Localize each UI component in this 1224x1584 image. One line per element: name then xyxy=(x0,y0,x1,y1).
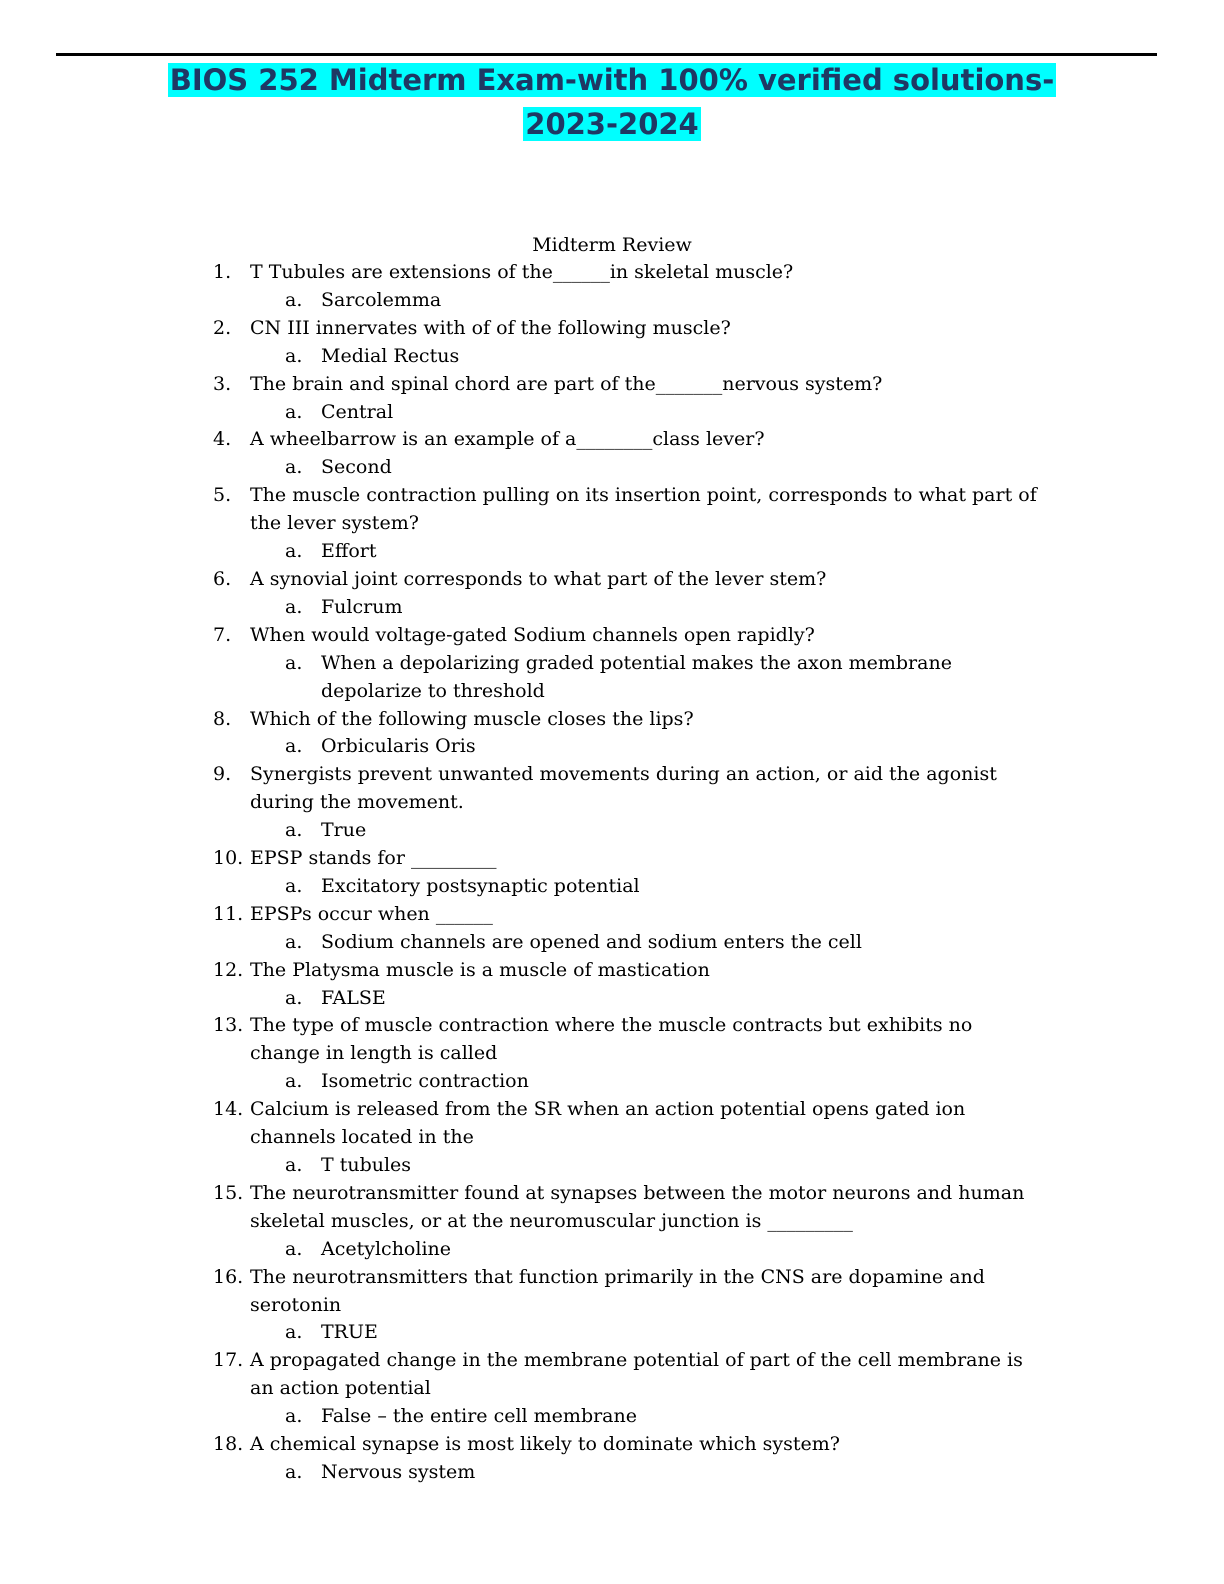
question-item xyxy=(213,706,1043,762)
question-text: When would voltage-gated Sodium channels open rapidly? xyxy=(250,623,815,646)
question-item xyxy=(213,259,1043,315)
answer xyxy=(213,817,1043,845)
answer-label: a. xyxy=(285,819,303,842)
question xyxy=(213,1264,1043,1320)
answer-label: a. xyxy=(285,1070,303,1093)
answer-text: True xyxy=(321,819,367,842)
question-number: 17. xyxy=(213,1349,244,1372)
answer-label: a. xyxy=(285,288,303,311)
answer xyxy=(213,1236,1043,1264)
answer-text: False – the entire cell membrane xyxy=(321,1405,637,1428)
answer xyxy=(213,1319,1043,1347)
question xyxy=(213,315,1043,343)
question-text: The muscle contraction pulling on its insertion point, corresponds to what part of the lever system? xyxy=(250,484,1037,535)
question xyxy=(213,566,1043,594)
question-text: The type of muscle contraction where the muscle contracts but exhibits no change in length is called xyxy=(250,1014,973,1065)
answer-label: a. xyxy=(285,344,303,367)
answer-label: a. xyxy=(285,986,303,1009)
question xyxy=(213,1012,1043,1068)
answer-label: a. xyxy=(285,540,303,563)
answer-text: Excitatory postsynaptic potential xyxy=(321,874,640,897)
question-item xyxy=(213,901,1043,957)
answer-text: Sarcolemma xyxy=(321,288,442,311)
question-number: 1. xyxy=(213,261,232,283)
question-item xyxy=(213,426,1043,482)
answer-label: a. xyxy=(285,1321,303,1344)
question-number: 15. xyxy=(213,1181,244,1204)
question-number: 3. xyxy=(213,372,232,395)
question xyxy=(213,622,1043,650)
question-number: 14. xyxy=(213,1098,244,1121)
question-text: The brain and spinal chord are part of the_______nervous system? xyxy=(250,372,883,395)
answer-text: TRUE xyxy=(321,1321,378,1344)
answer-label: a. xyxy=(285,595,303,618)
question-item xyxy=(213,1431,1043,1487)
question-text: CN III innervates with of of the following muscle? xyxy=(250,316,731,339)
answer-label: a. xyxy=(285,456,303,479)
answer-label: a. xyxy=(285,651,303,674)
answer-label: a. xyxy=(285,1460,303,1483)
question-text: The Platysma muscle is a muscle of mastication xyxy=(250,958,710,981)
answer xyxy=(213,594,1043,622)
question xyxy=(213,761,1043,817)
question-number: 7. xyxy=(213,623,232,646)
answer-label: a. xyxy=(285,1237,303,1260)
answer-text: Second xyxy=(321,456,392,479)
answer xyxy=(213,399,1043,427)
question xyxy=(213,1431,1043,1459)
question xyxy=(213,1180,1043,1236)
question-number: 12. xyxy=(213,958,244,981)
answer-text: Acetylcholine xyxy=(321,1237,452,1260)
question-item xyxy=(213,371,1043,427)
question-text: Calcium is released from the SR when an action potential opens gated ion channels located in the xyxy=(250,1098,966,1149)
question xyxy=(213,371,1043,399)
answer-text: FALSE xyxy=(321,986,386,1009)
question xyxy=(213,426,1043,454)
question-text: The neurotransmitters that function primarily in the CNS are dopamine and serotonin xyxy=(250,1265,985,1316)
answer-text: Orbicularis Oris xyxy=(321,735,476,758)
question-item xyxy=(213,1012,1043,1096)
question-item xyxy=(213,761,1043,845)
answer-text: Medial Rectus xyxy=(321,344,460,367)
question xyxy=(213,957,1043,985)
answer xyxy=(213,287,1043,315)
title-line-1: BIOS 252 Midterm Exam-with 100% verified solutions- xyxy=(169,63,1055,97)
answer-label: a. xyxy=(285,874,303,897)
question-item xyxy=(213,315,1043,371)
question-item xyxy=(213,622,1043,706)
answer xyxy=(213,538,1043,566)
question-list xyxy=(213,259,1043,1487)
question-text: EPSPs occur when ______ xyxy=(250,902,493,925)
title-line-2: 2023-2024 xyxy=(525,107,699,141)
answer xyxy=(213,873,1043,901)
question xyxy=(213,845,1043,873)
question-item xyxy=(213,1096,1043,1180)
answer xyxy=(213,929,1043,957)
question xyxy=(213,706,1043,734)
question-text: A propagated change in the membrane potential of part of the cell membrane is an action potential xyxy=(250,1349,1023,1400)
question-number: 5. xyxy=(213,484,232,507)
question-item xyxy=(213,1264,1043,1348)
document-title xyxy=(0,58,1224,146)
question-number: 4. xyxy=(213,428,232,451)
header-rule xyxy=(56,53,1157,56)
question-text: Which of the following muscle closes the lips? xyxy=(250,707,694,730)
question-number: 2. xyxy=(213,316,232,339)
question-item xyxy=(213,1180,1043,1264)
question-item xyxy=(213,566,1043,622)
answer-text: Central xyxy=(321,400,394,423)
question-text: The neurotransmitter found at synapses between the motor neurons and human skeletal muscles, or at the neuromuscular junction is _________ xyxy=(250,1181,1025,1232)
question-number: 9. xyxy=(213,763,232,786)
question-text: A wheelbarrow is an example of a________class lever? xyxy=(250,428,765,451)
question xyxy=(213,1096,1043,1152)
answer-text: Effort xyxy=(321,540,377,563)
question-text: A chemical synapse is most likely to dominate which system? xyxy=(250,1433,840,1456)
question-number: 11. xyxy=(213,902,244,925)
question-number: 18. xyxy=(213,1433,244,1456)
answer xyxy=(213,733,1043,761)
answer-text: When a depolarizing graded potential makes the axon membrane depolarize to threshold xyxy=(321,651,952,702)
answer-label: a. xyxy=(285,735,303,758)
question xyxy=(213,259,1043,287)
section-heading: Midterm Review xyxy=(532,234,692,256)
question-number: 16. xyxy=(213,1265,244,1288)
question-text: EPSP stands for _________ xyxy=(250,847,497,870)
question xyxy=(213,1347,1043,1403)
question-number: 10. xyxy=(213,847,244,870)
answer-text: Sodium channels are opened and sodium enters the cell xyxy=(321,930,862,953)
question xyxy=(213,901,1043,929)
answer-text: T tubules xyxy=(321,1154,412,1176)
answer xyxy=(213,985,1043,1013)
question-item xyxy=(213,482,1043,566)
answer-text: Isometric contraction xyxy=(321,1070,529,1093)
answer xyxy=(213,650,1043,706)
answer-text: Nervous system xyxy=(321,1460,476,1483)
answer xyxy=(213,1403,1043,1431)
answer xyxy=(213,454,1043,482)
question-number: 13. xyxy=(213,1014,244,1037)
question-item xyxy=(213,845,1043,901)
question-item xyxy=(213,1347,1043,1431)
question-text: T Tubules are extensions of the______in skeletal muscle? xyxy=(250,261,794,283)
answer xyxy=(213,1068,1043,1096)
answer-label: a. xyxy=(285,400,303,423)
answer xyxy=(213,343,1043,371)
answer xyxy=(213,1152,1043,1180)
question-text: A synovial joint corresponds to what part of the lever stem? xyxy=(250,567,827,590)
question-text: Synergists prevent unwanted movements during an action, or aid the agonist during the movement. xyxy=(250,763,997,814)
answer-text: Fulcrum xyxy=(321,595,403,618)
question xyxy=(213,482,1043,538)
question-number: 6. xyxy=(213,567,232,590)
question-number: 8. xyxy=(213,707,232,730)
answer xyxy=(213,1459,1043,1487)
question-item xyxy=(213,957,1043,1013)
answer-label: a. xyxy=(285,1405,303,1428)
answer-label: a. xyxy=(285,930,303,953)
answer-label: a. xyxy=(285,1154,303,1176)
